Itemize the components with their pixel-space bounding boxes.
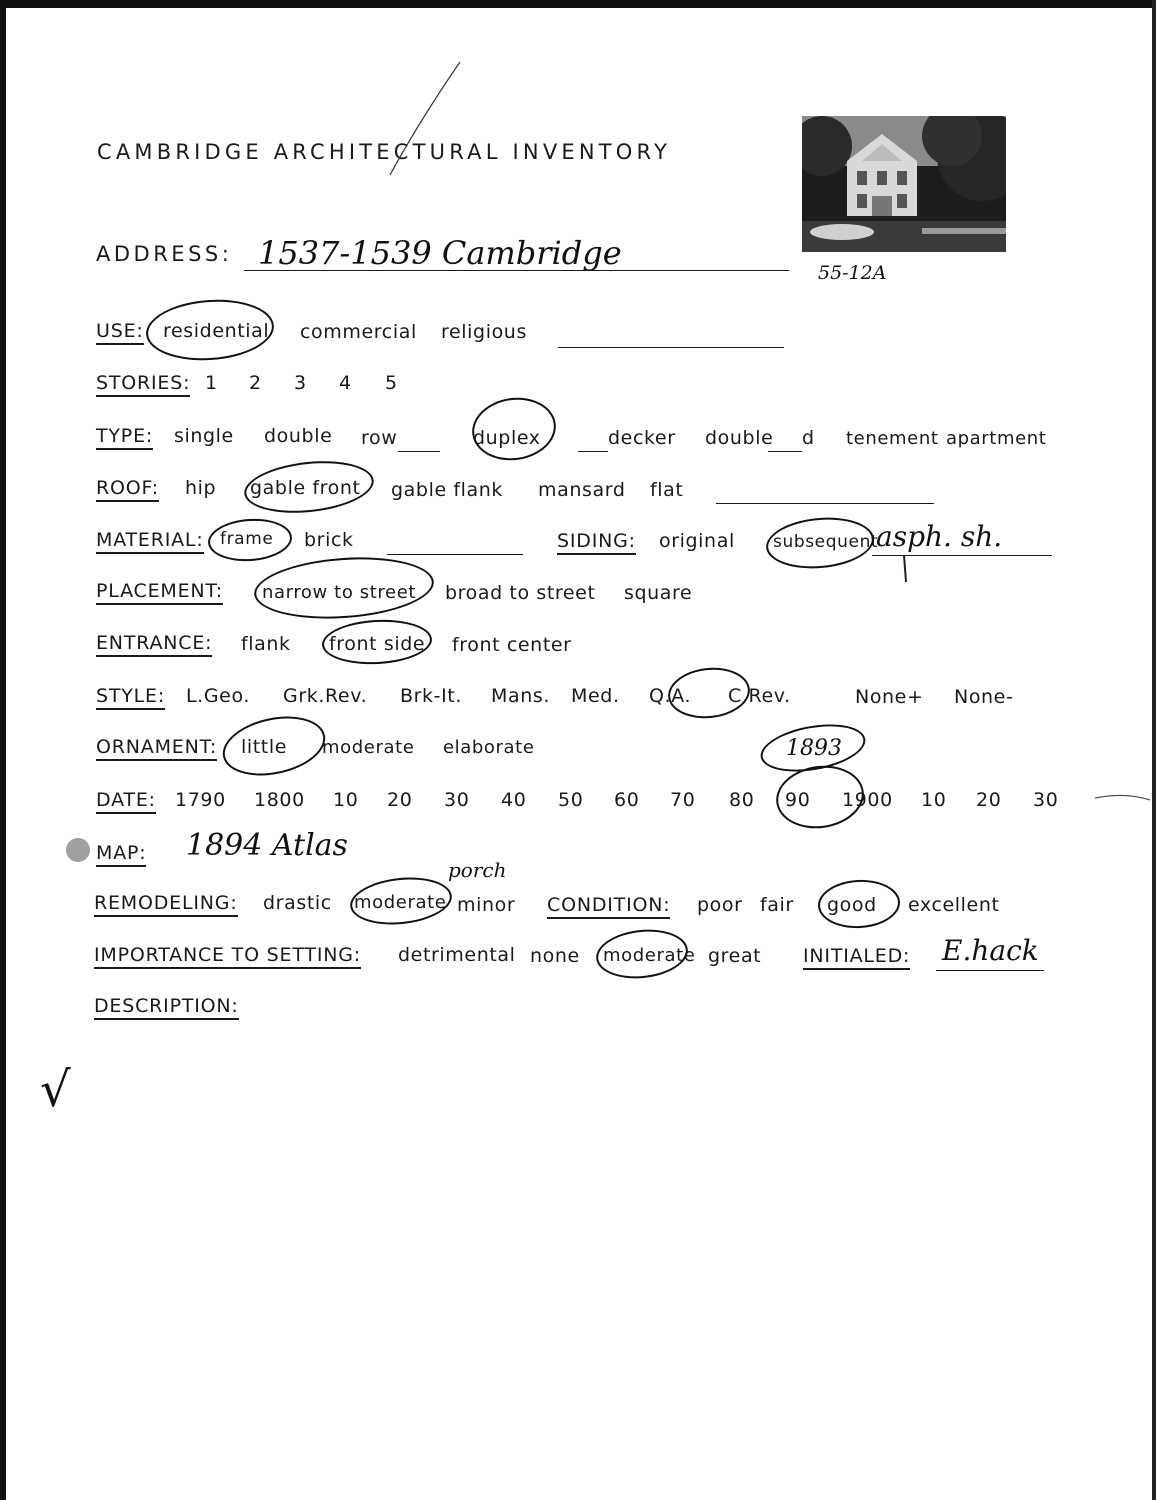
map-label: MAP: xyxy=(96,842,146,867)
date-option-1910: 10 xyxy=(921,789,947,811)
date-option-10: 10 xyxy=(333,789,359,811)
date-option-1920: 20 xyxy=(976,789,1002,811)
selection-circle-gable-front xyxy=(242,455,377,518)
roof-option-flat: flat xyxy=(650,479,684,501)
siding-label: SIDING: xyxy=(557,530,636,555)
use-option-religious: religious xyxy=(441,321,527,343)
material-option-brick: brick xyxy=(304,529,354,551)
ornament-option-elaborate: elaborate xyxy=(443,737,535,758)
style-option-mans: Mans. xyxy=(491,685,551,707)
placement-option-narrow: narrow to street xyxy=(262,582,417,603)
importance-option-detrimental: detrimental xyxy=(398,944,516,966)
date-label: DATE: xyxy=(96,789,156,814)
stories-option-3: 3 xyxy=(294,372,307,394)
form-title: CAMBRIDGE ARCHITECTURAL INVENTORY xyxy=(97,140,672,164)
selection-circle-moderate-remodel xyxy=(348,873,454,929)
date-option-1790: 1790 xyxy=(175,789,226,811)
date-option-60: 60 xyxy=(614,789,640,811)
use-option-commercial: commercial xyxy=(300,321,417,343)
roof-label: ROOF: xyxy=(96,477,159,502)
use-other-line xyxy=(558,347,784,348)
remodeling-label: REMODELING: xyxy=(94,892,238,917)
selection-circle-good xyxy=(817,878,901,930)
importance-option-none: none xyxy=(530,945,580,967)
type-double-blank xyxy=(768,451,802,452)
style-option-brkit: Brk-It. xyxy=(400,685,462,707)
style-option-none-minus: None- xyxy=(954,686,1014,708)
style-option-crev: C.Rev. xyxy=(728,685,791,707)
roof-other-line xyxy=(716,503,934,504)
type-option-decker: decker xyxy=(608,427,676,449)
type-option-single: single xyxy=(174,425,234,447)
condition-option-poor: poor xyxy=(697,894,743,916)
selection-circle-frame xyxy=(207,516,294,564)
condition-label: CONDITION: xyxy=(547,894,670,919)
type-option-d: d xyxy=(802,427,815,449)
date-option-90: 90 xyxy=(785,789,811,811)
material-other-line xyxy=(387,554,523,555)
stories-option-4: 4 xyxy=(339,372,352,394)
entrance-option-flank: flank xyxy=(241,633,291,655)
type-row-blank xyxy=(398,451,440,452)
checkmark: √ xyxy=(40,1062,71,1118)
date-option-1800: 1800 xyxy=(254,789,305,811)
stories-label: STORIES: xyxy=(96,372,190,397)
siding-note-line xyxy=(872,555,1052,556)
initialed-line xyxy=(936,970,1044,971)
stories-option-2: 2 xyxy=(249,372,262,394)
siding-option-original: original xyxy=(659,530,735,552)
siding-note: asph. sh. xyxy=(876,520,1003,553)
type-option-apartment: apartment xyxy=(946,428,1047,449)
importance-option-moderate: moderate xyxy=(603,945,696,966)
address-label: ADDRESS: xyxy=(96,242,233,266)
importance-label: IMPORTANCE TO SETTING: xyxy=(94,944,361,969)
type-option-row: row xyxy=(361,427,398,449)
siding-option-subsequent: subsequent xyxy=(773,532,879,552)
remodeling-option-minor: minor xyxy=(457,894,516,916)
date-option-70: 70 xyxy=(670,789,696,811)
scan-border-left xyxy=(0,0,6,1500)
date-option-30: 30 xyxy=(444,789,470,811)
type-label: TYPE: xyxy=(96,425,153,450)
stories-option-5: 5 xyxy=(385,372,398,394)
importance-option-great: great xyxy=(708,945,762,967)
placement-label: PLACEMENT: xyxy=(96,580,223,605)
entrance-option-front-side: front side xyxy=(329,633,426,655)
remodeling-note: porch xyxy=(448,858,507,882)
selection-circle-narrow xyxy=(252,552,436,624)
roof-option-gable-front: gable front xyxy=(250,477,361,499)
selection-circle-qa xyxy=(666,664,753,722)
condition-option-fair: fair xyxy=(760,894,794,916)
style-option-lgeo: L.Geo. xyxy=(186,685,250,707)
scan-border-right xyxy=(1152,0,1156,1500)
selection-circle-subsequent xyxy=(764,513,879,572)
selection-circle-moderate-importance xyxy=(594,925,691,982)
date-note: 1893 xyxy=(786,736,842,761)
date-option-40: 40 xyxy=(501,789,527,811)
type-option-double: double xyxy=(264,425,333,447)
map-value: 1894 Atlas xyxy=(186,828,348,863)
type-option-tenement: tenement xyxy=(846,428,939,449)
placement-option-square: square xyxy=(624,582,693,604)
entrance-option-front-center: front center xyxy=(452,634,572,656)
material-option-frame: frame xyxy=(220,529,274,549)
roof-option-gable-flank: gable flank xyxy=(391,479,504,501)
condition-option-good: good xyxy=(827,894,877,916)
selection-circle-front-side xyxy=(321,617,433,667)
initialed-label: INITIALED: xyxy=(803,945,910,970)
date-option-50: 50 xyxy=(558,789,584,811)
entrance-label: ENTRANCE: xyxy=(96,632,212,657)
placement-option-broad: broad to street xyxy=(445,582,596,604)
ornament-option-little: little xyxy=(241,736,288,758)
reference-number: 55-12A xyxy=(818,262,887,284)
use-label: USE: xyxy=(96,320,144,345)
condition-option-excellent: excellent xyxy=(908,894,1000,916)
initialed-value: E.hack xyxy=(942,934,1039,967)
building-photo xyxy=(802,116,1006,252)
stories-option-1: 1 xyxy=(205,372,218,394)
type-option-double-d: double xyxy=(705,427,774,449)
scan-border-top xyxy=(0,0,1156,8)
selection-circle-residential xyxy=(144,296,276,365)
description-label: DESCRIPTION: xyxy=(94,995,239,1020)
date-option-20: 20 xyxy=(387,789,413,811)
remodeling-option-drastic: drastic xyxy=(263,892,332,914)
style-option-qa: Q.A. xyxy=(649,685,692,707)
type-option-duplex: duplex xyxy=(473,427,541,449)
style-label: STYLE: xyxy=(96,685,165,710)
selection-circle-duplex xyxy=(468,392,560,465)
style-option-grkrev: Grk.Rev. xyxy=(283,685,368,707)
roof-option-mansard: mansard xyxy=(538,479,626,501)
style-option-none-plus: None+ xyxy=(855,686,924,708)
material-label: MATERIAL: xyxy=(96,529,204,554)
type-decker-blank xyxy=(578,451,608,452)
date-option-1930: 30 xyxy=(1033,789,1059,811)
address-value: 1537-1539 Cambridge xyxy=(258,234,622,272)
date-option-1900: 1900 xyxy=(842,789,893,811)
selection-circle-little xyxy=(217,708,330,784)
use-option-residential: residential xyxy=(163,320,270,342)
remodeling-option-moderate: moderate xyxy=(354,892,447,913)
style-option-med: Med. xyxy=(571,685,620,707)
ornament-option-moderate: moderate xyxy=(322,737,415,758)
ornament-label: ORNAMENT: xyxy=(96,736,217,761)
roof-option-hip: hip xyxy=(185,477,217,499)
date-option-80: 80 xyxy=(729,789,755,811)
